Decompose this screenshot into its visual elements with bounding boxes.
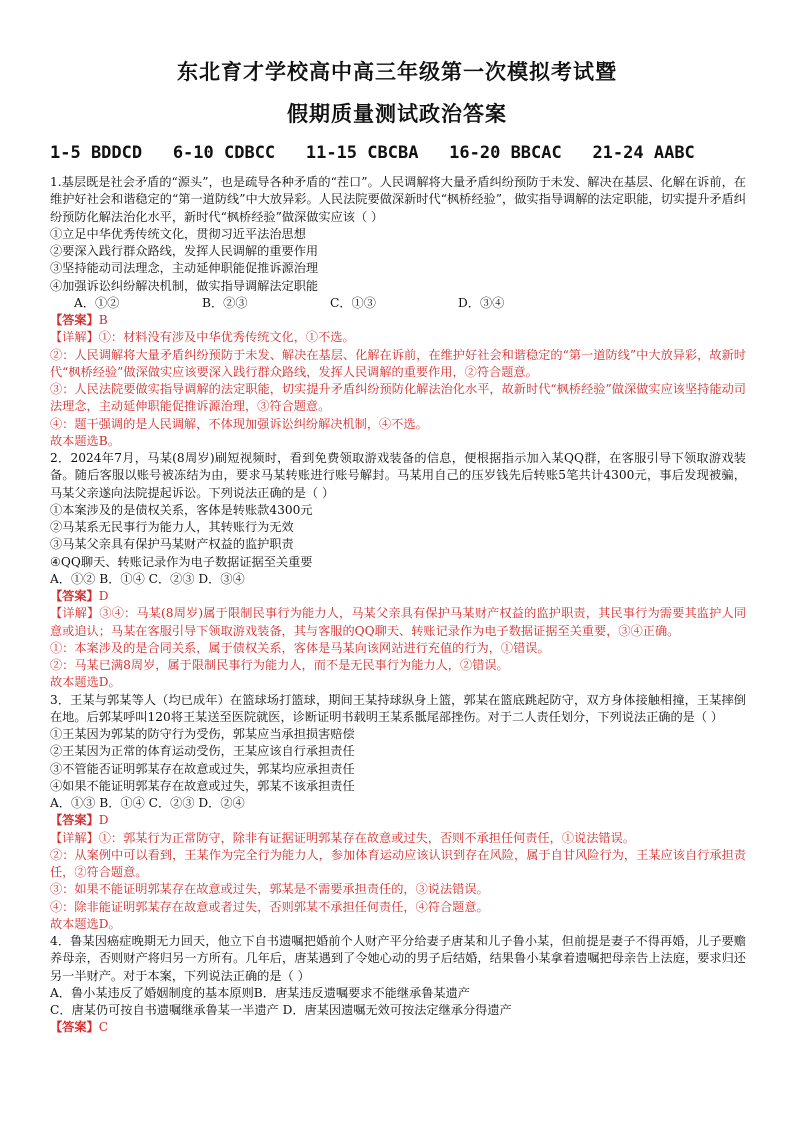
question-1 bbox=[50, 174, 746, 450]
question-stem: 3．王某与郭某等人（均已成年）在篮球场打篮球，期间王某持球纵身上篮，郭某在篮底跳起防守，双方身体接触相撞，王某摔倒在地。后郭某呼叫120将王某送至医院就医，诊断证明书载明王某系骶尾部挫伤。对于二人责任划分，下列说法正确的是（ ） bbox=[50, 692, 746, 724]
explain-label: 【详解】 bbox=[50, 330, 99, 345]
answer-value: B bbox=[98, 313, 108, 327]
explanation-text: ②：人民调解将大量矛盾纠纷预防于未发、解决在基层、化解在诉前，在维护好社会和谐稳定的“第一道防线”中大放异彩，故新时代“枫桥经验”做深做实应该要深入践行群众路线，发挥人民调解的重要作用，②符合题意。 bbox=[50, 347, 746, 379]
explanation-line bbox=[50, 830, 746, 847]
explanation-text: ②：从案例中可以看到，王某作为完全行为能力人，参加体育运动应该认识到存在风险，属于自甘风险行为，王某应该自行承担责任，②符合题意。 bbox=[50, 847, 746, 879]
question-3 bbox=[50, 692, 746, 934]
explanation-text: ①：本案涉及的是合同关系，属于债权关系，客体是马某向该网站进行充值的行为，①错误。 bbox=[50, 640, 550, 655]
answer-label: 【答案】 bbox=[50, 813, 99, 828]
choice-d: D．③④ bbox=[458, 295, 505, 310]
question-stem: 2．2024年7月，马某(8周岁)刷短视频时，看到免费领取游戏装备的信息，便根据指示加入某QQ群，在客服引导下领取游戏装备。随后客服以账号被冻结为由，要求马某转账进行账号解封。马某用自己的压岁钱先后转账5笔共计4300元，事后发现被骗，马某父亲遂向法院提起诉讼。下列说法正确的是（ ） bbox=[50, 451, 746, 500]
explanation-line bbox=[50, 605, 746, 640]
option: ①本案涉及的是债权关系，客体是转账款4300元 bbox=[50, 502, 313, 517]
answer-line bbox=[50, 1019, 746, 1036]
choice-row: A．①② B．①④ C．②③ D．③④ bbox=[50, 571, 245, 586]
explanation-text: ①：郭某行为正常防守，除非有证据证明郭某存在故意或过失，否则不承担任何责任，①说法错误。 bbox=[98, 830, 635, 845]
page-title-line1: 东北育才学校高中高三年级第一次模拟考试暨 bbox=[177, 60, 617, 84]
option: ①立足中华优秀传统文化，贯彻习近平法治思想 bbox=[50, 226, 306, 241]
answer-line bbox=[50, 312, 746, 329]
explain-label: 【详解】 bbox=[50, 830, 99, 845]
explanation-text: ④：除非能证明郭某存在故意或者过失，否则郭某不承担任何责任，④符合题意。 bbox=[50, 899, 489, 914]
conclusion: 故本题选D。 bbox=[50, 675, 121, 690]
explain-label: 【详解】 bbox=[50, 606, 100, 621]
explanation-line bbox=[50, 329, 746, 346]
choice-a: A．①② bbox=[74, 295, 120, 310]
conclusion: 故本题选D。 bbox=[50, 916, 121, 931]
choice-row bbox=[50, 295, 746, 312]
choice-row: A．鲁小某违反了婚姻制度的基本原则B．唐某违反遗嘱要求不能继承鲁某遗产 bbox=[50, 985, 470, 1000]
answer-label: 【答案】 bbox=[50, 589, 99, 603]
answer-key: 1-5 BDDCD 6-10 CDBCC 11-15 CBCBA 16-20 BBCAC 21-24 AABC bbox=[50, 143, 695, 163]
option: ③马某父亲具有保护马某财产权益的监护职责 bbox=[50, 537, 294, 552]
option: ②王某因为正常的体育运动受伤，王某应该自行承担责任 bbox=[50, 744, 355, 759]
option: ④如果不能证明郭某存在故意或过失，郭某不该承担责任 bbox=[50, 778, 355, 793]
option: ③坚持能动司法理念，主动延伸职能促推诉源治理 bbox=[50, 261, 319, 276]
explanation-text: ③：人民法院要做实指导调解的法定职能，切实提升矛盾纠纷预防化解法治化水平，故新时代“枫桥经验”做深做实应该坚持能动司法理念，主动延伸职能促推诉源治理，③符合题意。 bbox=[50, 382, 746, 414]
conclusion: 故本题选B。 bbox=[50, 433, 120, 448]
question-4 bbox=[50, 933, 746, 1037]
answer-value: D bbox=[98, 589, 109, 603]
answer-body bbox=[50, 174, 746, 1037]
explanation-text: ④：题干强调的是人民调解，不体现加强诉讼纠纷解决机制，④不选。 bbox=[50, 416, 428, 431]
question-2 bbox=[50, 450, 746, 692]
choice-c: C．①③ bbox=[330, 295, 376, 310]
question-stem: 1.基层既是社会矛盾的“源头”，也是疏导各种矛盾的“茬口”。人民调解将大量矛盾纠纷预防于未发、解决在基层、化解在诉前，在维护好社会和谐稳定的“第一道防线”中大放异彩。人民法院要做深新时代“枫桥经验”，做实指导调解的法定职能，切实提升矛盾纠纷预防化解法治化水平，新时代“枫桥经验”做深做实应该（ ） bbox=[50, 175, 746, 224]
choice-b: B．②③ bbox=[202, 295, 248, 310]
answer-value: D bbox=[98, 813, 109, 828]
answer-line bbox=[50, 812, 746, 829]
explanation-text: ③④：马某(8周岁)属于限制民事行为能力人，马某父亲具有保护马某财产权益的监护职责，其民事行为需要其监护人同意或追认；马某在客服引导下领取游戏装备，其与客服的QQ聊天、转账记录作为电子数据证据至关重要，③④正确。 bbox=[50, 606, 747, 638]
option: ④加强诉讼纠纷解决机制，做实指导调解法定职能 bbox=[50, 278, 319, 293]
option: ②要深入践行群众路线，发挥人民调解的重要作用 bbox=[50, 244, 319, 258]
answer-label: 【答案】 bbox=[50, 313, 99, 327]
option: ③不管能否证明郭某存在故意或过失，郭某均应承担责任 bbox=[50, 761, 355, 776]
option: ①王某因为郭某的防守行为受伤，郭某应当承担损害赔偿 bbox=[50, 727, 355, 741]
explanation-text: ①：材料没有涉及中华优秀传统文化，①不选。 bbox=[98, 330, 355, 345]
page-title-line2: 假期质量测试政治答案 bbox=[287, 102, 507, 126]
answer-line bbox=[50, 588, 746, 605]
explanation-text: ②：马某已满8周岁，属于限制民事行为能力人，而不是无民事行为能力人，②错误。 bbox=[50, 658, 509, 672]
explanation-text: ③：如果不能证明郭某存在故意或过失，郭某是不需要承担责任的，③说法错误。 bbox=[50, 882, 489, 897]
choice-row: A．①③ B．①④ C．②③ D．②④ bbox=[50, 796, 245, 810]
choice-row: C．唐某仍可按自书遗嘱继承鲁某一半遗产 D．唐某因遗嘱无效可按法定继承分得遗产 bbox=[50, 1003, 512, 1017]
question-stem: 4．鲁某因癌症晚期无力回天，他立下自书遗嘱把婚前个人财产平分给妻子唐某和儿子鲁小某，但前提是妻子不得再婚，儿子要赡养母亲，否则财产将归另一方所有。几年后，唐某遇到了令她心动的男子后结婚，结果鲁小某拿着遗嘱把母亲告上法庭，要求归还另一半财产。对于本案，下列说法正确的是（ ） bbox=[50, 934, 746, 983]
option: ④QQ聊天、转账记录作为电子数据证据至关重要 bbox=[50, 554, 313, 569]
answer-value: C bbox=[98, 1020, 109, 1035]
answer-label: 【答案】 bbox=[50, 1020, 99, 1035]
option: ②马某系无民事行为能力人，其转账行为无效 bbox=[50, 520, 294, 534]
